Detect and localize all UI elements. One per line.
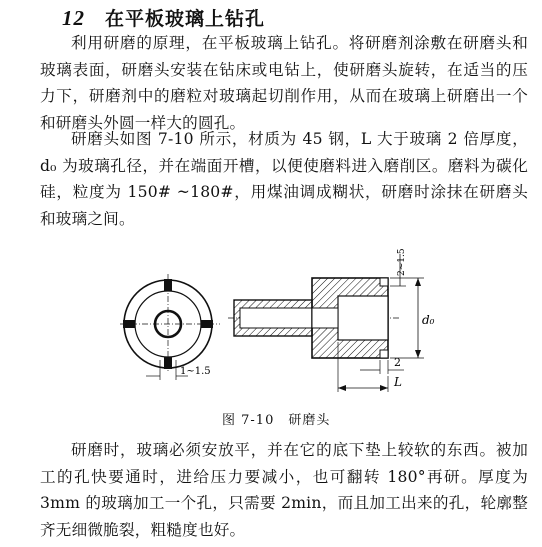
section-heading [62,4,265,31]
figure-caption [222,409,330,428]
grinding-head-drawing [100,244,460,404]
end-view [120,274,220,380]
section-view [228,248,435,392]
figure-grinding-head [100,244,460,404]
section-title: 在平板玻璃上钻孔 [105,8,266,30]
section-number: 12 [62,6,85,30]
length-label: L [394,375,402,389]
caption-number: 图 7-10 [222,413,275,428]
diameter-label: d₀ [422,313,435,327]
slot-width-label: 1~1.5 [180,366,211,377]
paragraph-grinding-head: 研磨头如图 7-10 所示，材质为 45 钢，L 大于玻璃 2 倍厚度，d₀ 为玻璃孔径，并在端面开槽，以便使磨料进入磨削区。磨料为碳化硅，粒度为 150# ~180#，用煤油调成糊状，研磨时涂抹在研磨头和玻璃之间。 [40,130,528,228]
end-dimension-label: 2 [394,356,401,369]
paragraph-procedure: 研磨时，玻璃必须安放平，并在它的底下垫上较软的东西。被加工的孔快要通时，进给压力要减小，也可翻转 180°再研。厚度为 3mm 的玻璃加工一个孔，只需要 2min，而且加工出来的孔，轮廓整齐无细微脆裂，粗糙度也好。 [40,441,528,539]
slot-depth-label: 2~1.5 [397,248,407,276]
paragraph-principle: 利用研磨的原理，在平板玻璃上钻孔。将研磨剂涂敷在研磨头和玻璃表面，研磨头安装在钻床或电钻上，使研磨头旋转，在适当的压力下，研磨剂中的磨粒对玻璃起切削作用，从而在玻璃上研磨出一个和研磨头外圆一样大的圆孔。 [40,34,528,132]
caption-text: 研磨头 [288,413,331,428]
